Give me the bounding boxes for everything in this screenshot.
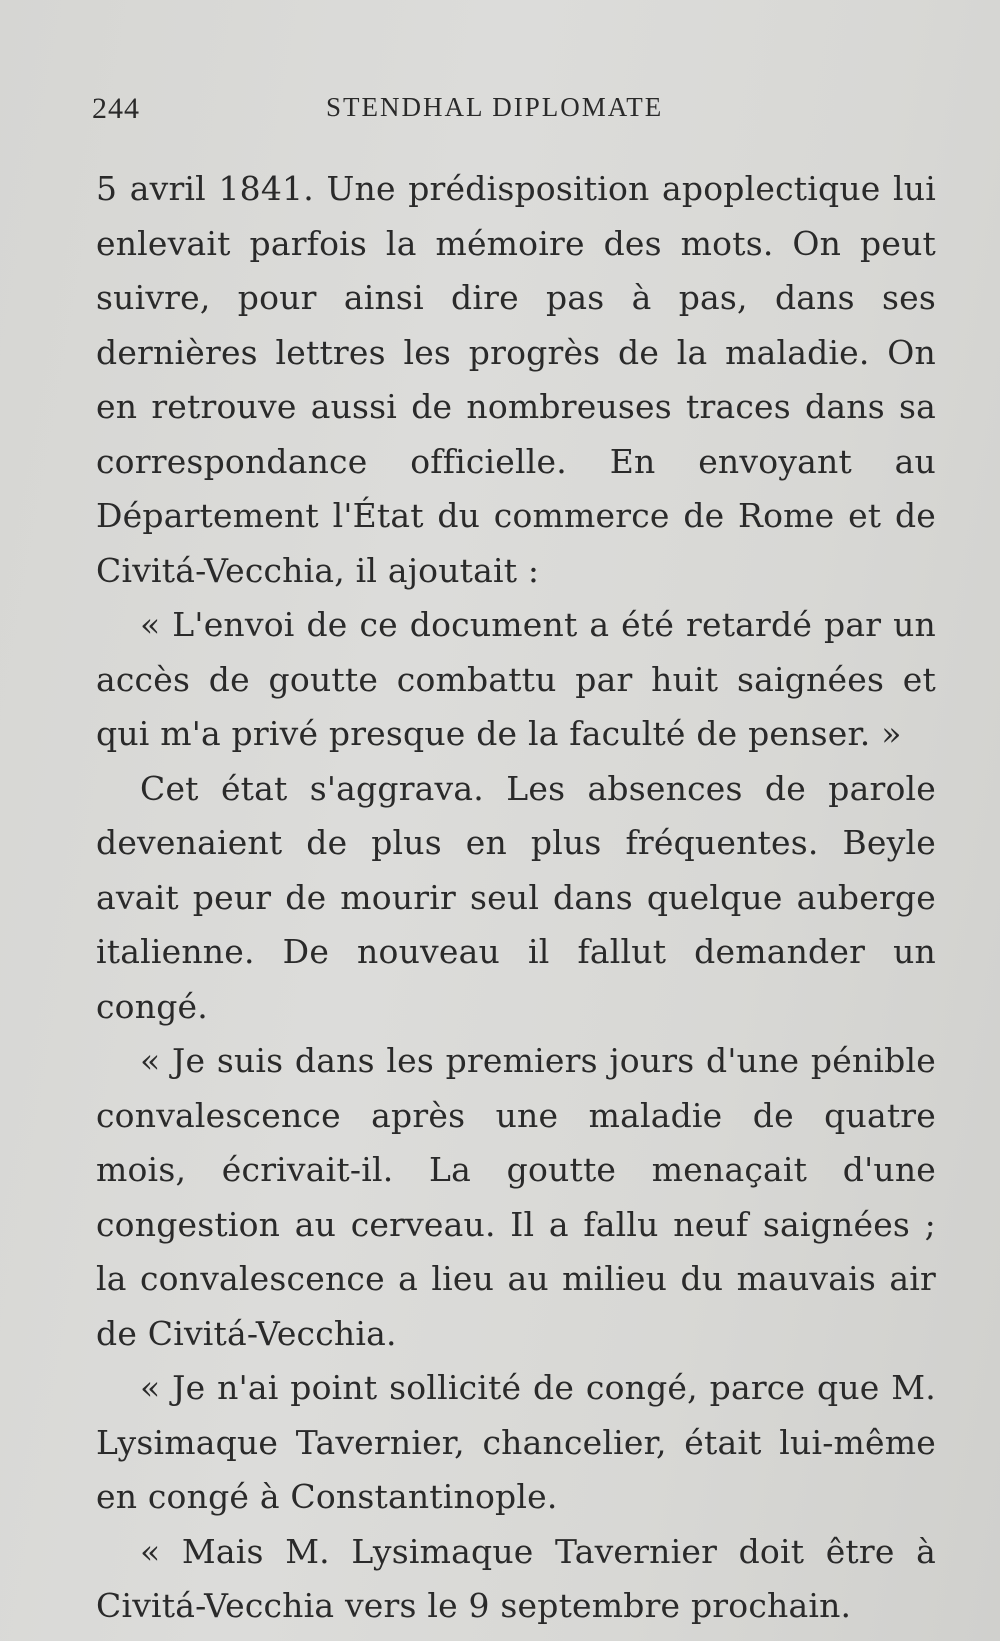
paragraph: « Mais M. Lysimaque Tavernier doit être à Civitá-Vecchia vers le 9 septembre prochain.: [96, 1531, 936, 1625]
page-number: 244: [92, 92, 140, 125]
page-header: [92, 92, 900, 132]
paragraph: « Je suis dans les premiers jours d'une pénible convalescence après une maladie de quatre mois, écrivait-il. La goutte menaçait d'une congestion au cerveau. Il a fallu neuf saignées ; la convalescence a lieu au milieu du mauvais air de Civitá-Vecchia.: [96, 1041, 936, 1353]
paragraph: « Je n'ai point sollicité de congé, parce que M. Lysimaque Tavernier, chancelier, était lui-même en congé à Constantinople.: [96, 1368, 936, 1516]
paragraph: 5 avril 1841. Une prédisposition apoplectique lui enlevait parfois la mémoire des mots. On peut suivre, pour ainsi dire pas à pas, dans ses dernières lettres les progrès de la maladie. On en retrouve aussi de nombreuses traces dans sa correspondance officielle. En envoyant au Département l'État du commerce de Rome et de Civitá-Vecchia, il ajoutait :: [96, 169, 936, 590]
paragraph: Cet état s'aggrava. Les absences de parole devenaient de plus en plus fréquentes. Beyle avait peur de mourir seul dans quelque auberge italienne. De nouveau il fallut demander un congé.: [96, 768, 936, 1026]
paragraph: « L'envoi de ce document a été retardé par un accès de goutte combattu par huit saignées et qui m'a privé presque de la faculté de penser. »: [96, 605, 936, 753]
body-text: [96, 162, 936, 1634]
running-title: STENDHAL DIPLOMATE: [326, 92, 664, 122]
